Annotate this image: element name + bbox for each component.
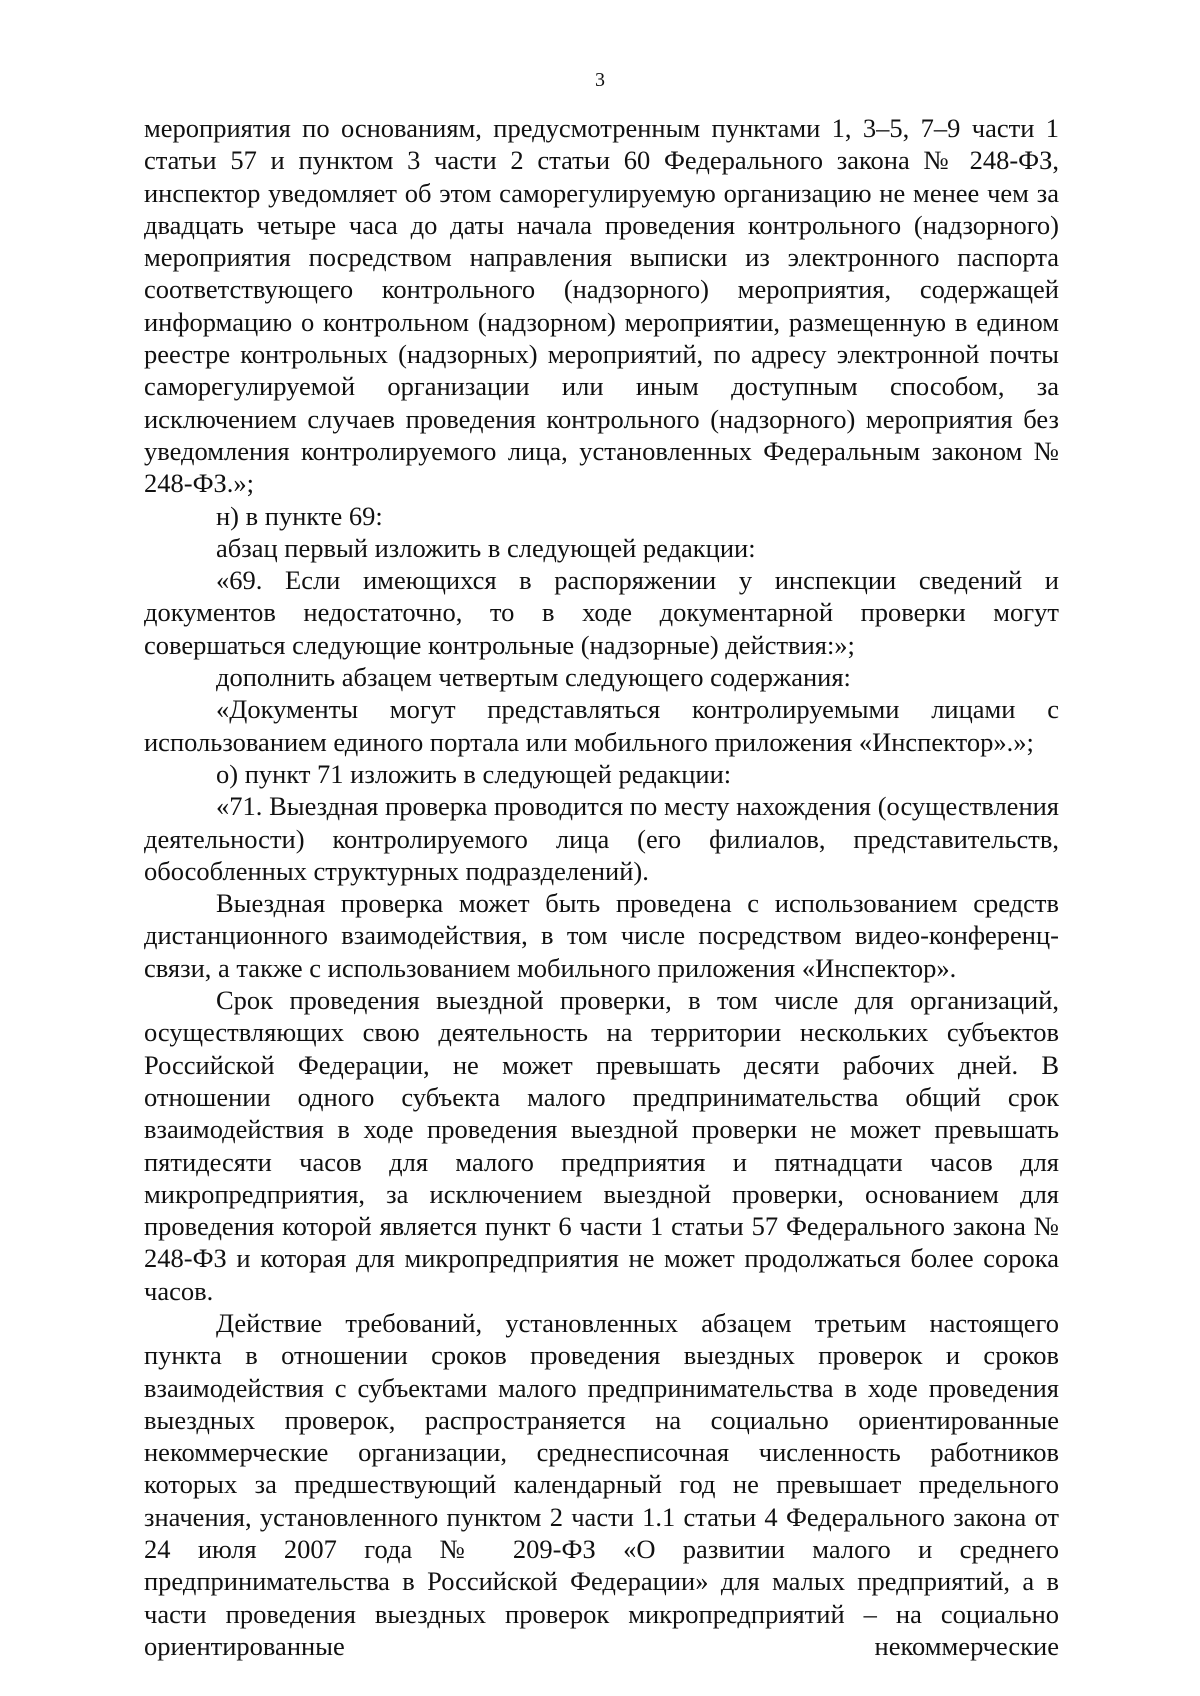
paragraph-remote-inspection: Выездная проверка может быть проведена с использованием средств дистанционного взаимодействия, в том числе посредством видео-конференц-связи, а также с использованием мобильного приложения «Инспектор».	[144, 888, 1059, 983]
paragraph-quote-69: «69. Если имеющихся в распоряжении у инспекции сведений и документов недостаточно, то в ходе документарной проверки могут совершаться следующие контрольные (надзорные) действия:»;	[144, 565, 1059, 660]
paragraph-inspection-term: Срок проведения выездной проверки, в том числе для организаций, осуществляющих свою деятельность на территории нескольких субъектов Российской Федерации, не может превышать десяти рабочих дней. В отношении одного субъекта малого предпринимательства общий срок взаимодействия в ходе проведения выездной проверки не может превышать пятидесяти часов для малого предприятия и пятнадцати часов для микропредприятия, за исключением выездной проверки, основанием для проведения которой является пункт 6 части 1 статьи 57 Федерального закона № 248-ФЗ и которая для микропредприятия не может продолжаться более сорока часов.	[144, 985, 1059, 1306]
paragraph-requirements: Действие требований, установленных абзацем третьим настоящего пункта в отношении сроков проведения выездных проверок и сроков взаимодействия с субъектами малого предпринимательства в ходе проведения выездных проверок, распространяется на социально ориентированные некоммерческие организации, среднесписочная численность работников которых за предшествующий календарный год не превышает предельного значения, установленного пунктом 2 части 1.1 статьи 4 Федерального закона от 24 июля 2007 года № 209-ФЗ «О развитии малого и среднего предпринимательства в Российской Федерации» для малых предприятий, а в части проведения выездных проверок микропредприятий – на социально ориентированные некоммерческие	[144, 1307, 1059, 1661]
document-body	[144, 112, 1059, 1662]
page-number: 3	[595, 69, 605, 91]
paragraph-instruction-add: дополнить абзацем четвертым следующего содержания:	[216, 662, 851, 693]
paragraph-quote-71: «71. Выездная проверка проводится по месту нахождения (осуществления деятельности) контролируемого лица (его филиалов, представительств, обособленных структурных подразделений).	[144, 791, 1059, 886]
paragraph-continuation: мероприятия по основаниям, предусмотренным пунктами 1, 3–5, 7–9 части 1 статьи 57 и пунктом 3 части 2 статьи 60 Федерального закона № 248-ФЗ, инспектор уведомляет об этом саморегулируемую организацию не менее чем за двадцать четыре часа до даты начала проведения контрольного (надзорного) мероприятия посредством направления выписки из электронного паспорта соответствующего контрольного (надзорного) мероприятия, содержащей информацию о контрольном (надзорном) мероприятии, размещенную в едином реестре контрольных (надзорных) мероприятий, по адресу электронной почты саморегулируемой организации или иным доступным способом, за исключением случаев проведения контрольного (надзорного) мероприятия без уведомления контролируемого лица, установленных Федеральным законом № 248-ФЗ.»;	[144, 113, 1059, 499]
paragraph-instruction: абзац первый изложить в следующей редакции:	[216, 532, 756, 563]
paragraph-item-n: н) в пункте 69:	[216, 500, 383, 531]
paragraph-item-o: о) пункт 71 изложить в следующей редакции:	[216, 758, 732, 789]
paragraph-quote-documents: «Документы могут представляться контролируемыми лицами с использованием единого портала или мобильного приложения «Инспектор».»;	[144, 694, 1059, 757]
